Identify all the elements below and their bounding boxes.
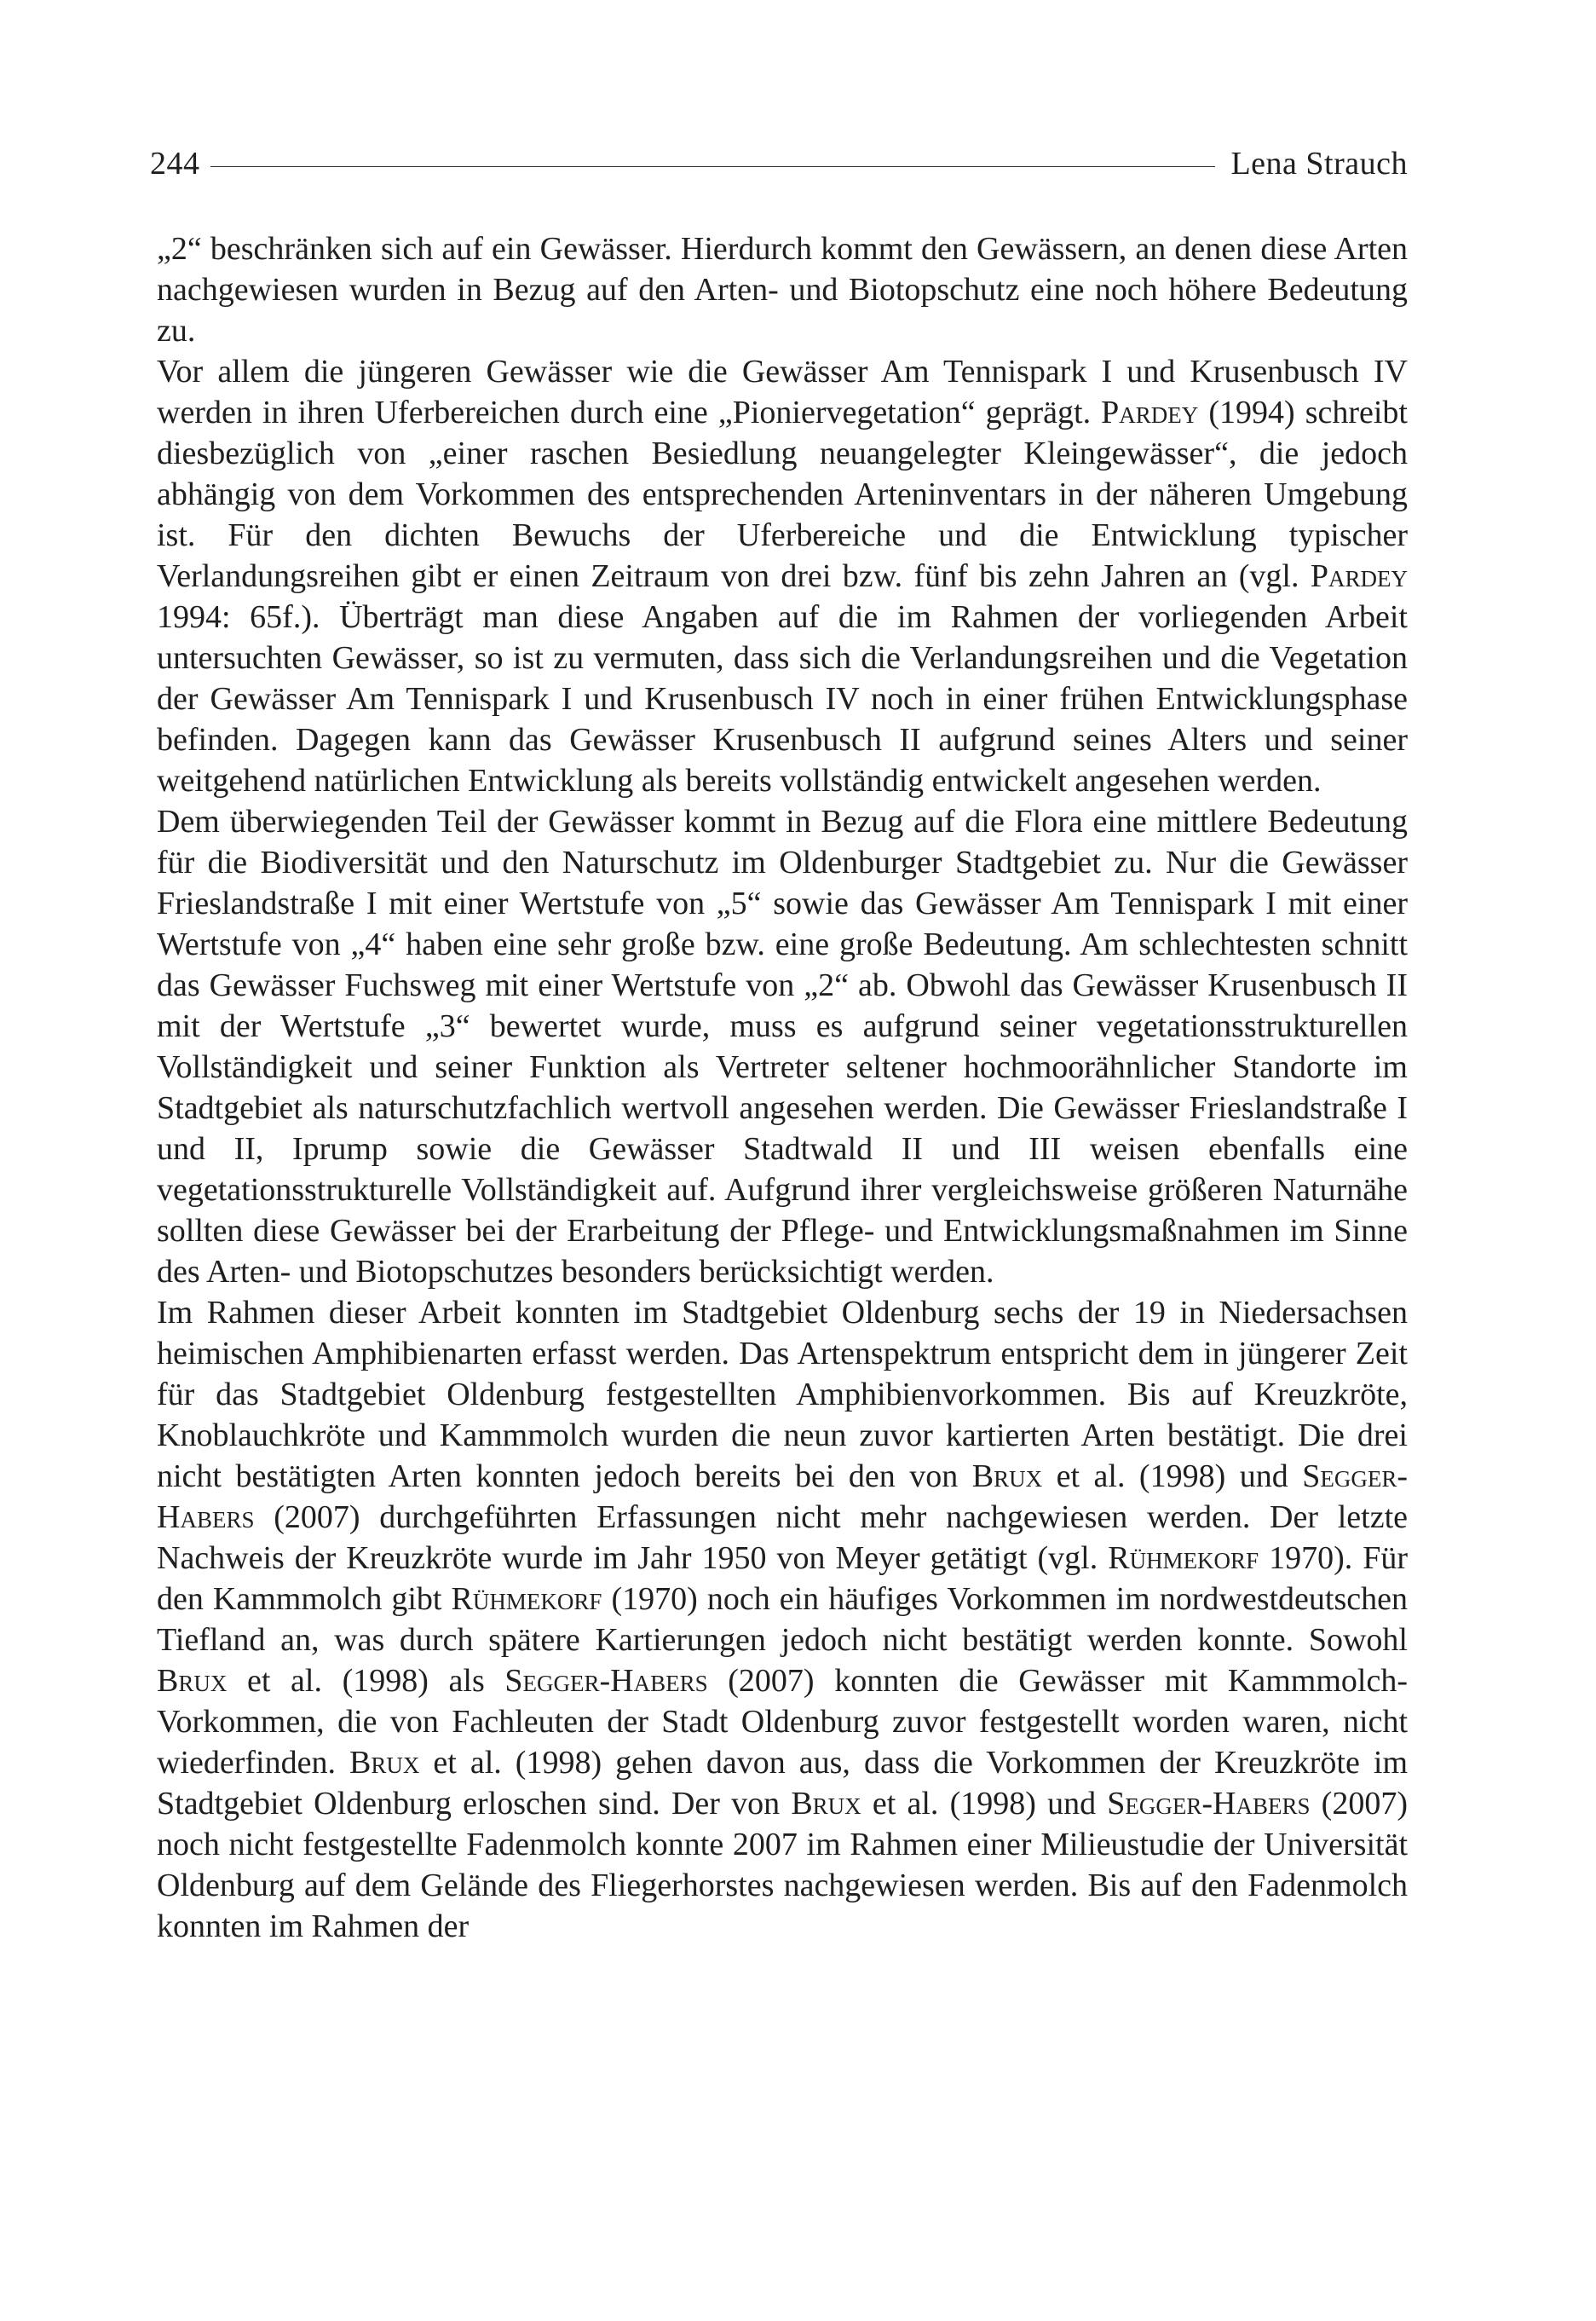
paragraph xyxy=(157,351,1408,801)
text-run: 1994: 65f.). Überträgt man diese Angaben auf die im Rahmen der vorliegenden Arbeit untersuchten Gewässer, so ist zu vermuten, dass sich die Verlandungsreihen und die Vegetation der Gewässer Am Tennispark I und Krusenbusch IV noch in einer frühen Entwicklungsphase befinden. Dagegen kann das Gewässer Krusenbusch II aufgrund seines Alters und seiner weitgehend natürlichen Entwicklung als bereits vollständig entwickelt angesehen werden. xyxy=(157,599,1408,799)
author-citation: Segger-Habers xyxy=(157,1458,1409,1535)
body-text xyxy=(157,228,1408,1947)
paragraph xyxy=(157,1292,1408,1947)
text-run: (1970) noch ein häufiges Vorkommen im nordwestdeutschen Tiefland an, was durch spätere Kartierungen jedoch nicht bestätigt werden konnte. Sowohl xyxy=(157,1581,1408,1658)
text-run: Im Rahmen dieser Arbeit konnten im Stadtgebiet Oldenburg sechs der 19 in Niedersachsen heimischen Amphibienarten erfasst werden. Das Artenspektrum entspricht dem in jüngerer Zeit für das Stadtgebiet Oldenburg festgestellten Amphibienvorkommen. Bis auf Kreuzkröte, Knoblauchkröte und Kammmolch wurden die neun zuvor kartierten Arten bestätigt. Die drei nicht bestätigten Arten konnten jedoch bereits bei den von xyxy=(157,1295,1408,1494)
text-run: (1994) schreibt diesbezüglich von „einer raschen Besiedlung neuangelegter Kleingewässer“, die jedoch abhängig von dem Vorkommen des entsprechenden Arteninventars in der näheren Umgebung ist. Für den dichten Bewuchs der Uferbereiche und die Entwicklung typischer Verlandungsreihen gibt er einen Zeitraum von drei bzw. fünf bis zehn Jahren an (vgl. xyxy=(157,395,1408,594)
author-citation: Pardey xyxy=(1101,395,1199,430)
page-header xyxy=(150,138,1408,189)
text-run: et al. (1998) gehen davon aus, dass die Vorkommen der Kreuzkröte im Stadtgebiet Oldenburg erloschen sind. Der von xyxy=(157,1745,1409,1822)
author-citation: Pardey xyxy=(1310,558,1408,594)
text-run: et al. (1998) als xyxy=(227,1663,505,1699)
text-run: et al. (1998) und xyxy=(1042,1458,1303,1494)
author-citation: Brux xyxy=(157,1663,228,1699)
text-run: 1970). Für den Kammmolch gibt xyxy=(157,1540,1408,1617)
paragraph xyxy=(157,228,1408,351)
paragraph xyxy=(157,801,1408,1292)
author-citation: Brux xyxy=(971,1458,1043,1494)
author-citation: Rühmekorf xyxy=(1108,1540,1259,1576)
page-number: 244 xyxy=(150,146,200,182)
author-citation: Segger-Habers xyxy=(1107,1786,1311,1822)
text-run: et al. (1998) und xyxy=(861,1786,1108,1822)
author-citation: Segger-Habers xyxy=(504,1663,708,1699)
author-citation: Brux xyxy=(791,1786,861,1822)
text-run: Dem überwiegenden Teil der Gewässer kommt in Bezug auf die Flora eine mittlere Bedeutung für die Biodiversität und den Naturschutz im Oldenburger Stadtgebiet zu. Nur die Gewässer Frieslandstraße I mit einer Wertstufe von „5“ sowie das Gewässer Am Tennispark I mit einer Wertstufe von „4“ haben eine sehr große bzw. eine große Bedeutung. Am schlechtesten schnitt das Gewässer Fuchsweg mit einer Wertstufe von „2“ ab. Obwohl das Gewässer Krusenbusch II mit der Wertstufe „3“ bewertet wurde, muss es aufgrund seiner vegetationsstrukturellen Vollständigkeit und seiner Funktion als Vertreter seltener hochmoorähnlicher Standorte im Stadtgebiet als naturschutzfachlich wertvoll angesehen werden. Die Gewässer Frieslandstraße I und II, Iprump sowie die Gewässer Stadtwald II und III weisen ebenfalls eine vegetationsstrukturelle Vollständigkeit auf. Aufgrund ihrer vergleichsweise größeren Naturnähe sollten diese Gewässer bei der Erarbeitung der Pflege- und Entwicklungsmaßnahmen im Sinne des Arten- und Biotopschutzes besonders berücksichtigt werden. xyxy=(157,804,1408,1290)
running-head-author: Lena Strauch xyxy=(1230,146,1408,182)
text-run: „2“ beschränken sich auf ein Gewässer. Hierdurch kommt den Gewässern, an denen diese Arten nachgewiesen wurden in Bezug auf den Arten- und Biotopschutz eine noch höhere Bedeutung zu. xyxy=(157,231,1408,349)
author-citation: Rühmekorf xyxy=(451,1581,602,1617)
text-run: (2007) noch nicht festgestellte Fadenmolch konnte 2007 im Rahmen einer Milieustudie der Universität Oldenburg auf dem Gelände des Fliegerhorstes nachgewiesen werden. Bis auf den Fadenmolch konnten im Rahmen der xyxy=(157,1786,1408,1944)
text-run: (2007) durchgeführten Erfassungen nicht mehr nachgewiesen werden. Der letzte Nachweis der Kreuzkröte wurde im Jahr 1950 von Meyer getätigt (vgl. xyxy=(157,1499,1408,1576)
text-run: (2007) konnten die Gewässer mit Kammmolch-Vorkommen, die von Fachleuten der Stadt Oldenburg zuvor festgestellt worden waren, nicht wiederfinden. xyxy=(157,1663,1408,1781)
author-citation: Brux xyxy=(349,1745,420,1781)
text-run: Vor allem die jüngeren Gewässer wie die Gewässer Am Tennispark I und Krusenbusch IV werden in ihren Uferbereichen durch eine „Pioniervegetation“ geprägt. xyxy=(157,354,1408,430)
header-rule xyxy=(210,166,1216,167)
